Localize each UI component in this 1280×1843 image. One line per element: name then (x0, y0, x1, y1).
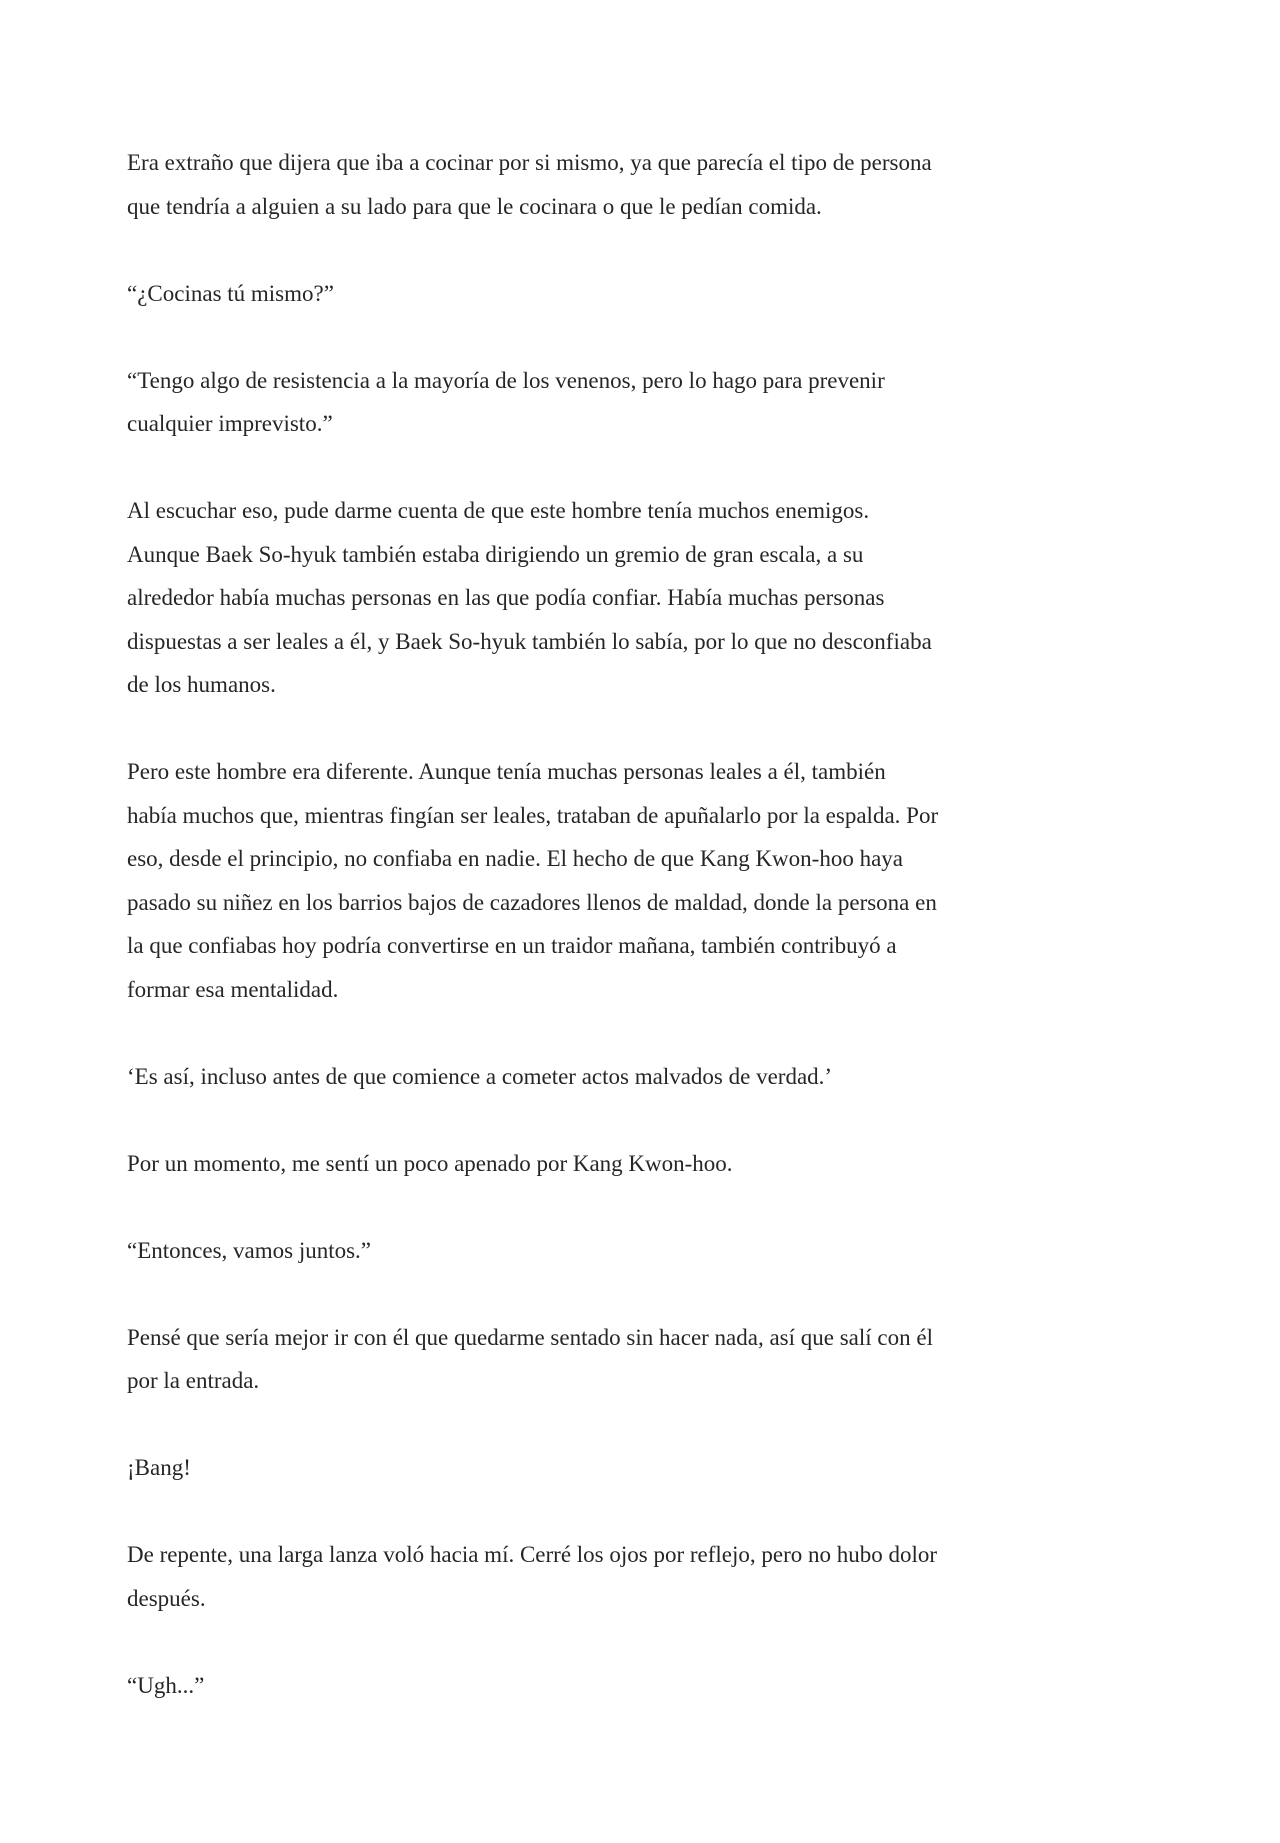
text-line: Por un momento, me sentí un poco apenado por Kang Kwon-hoo. (127, 1150, 733, 1176)
text-line: Pero este hombre era diferente. Aunque tenía muchas personas leales a él, también (127, 759, 886, 784)
text-line: “¿Cocinas tú mismo?” (127, 280, 334, 306)
text-line: pasado su niñez en los barrios bajos de cazadores llenos de maldad, donde la persona en (127, 889, 937, 915)
text-line: Aunque Baek So-hyuk también estaba dirigiendo un gremio de gran escala, a su (127, 541, 864, 567)
paragraph (127, 750, 1207, 1011)
text-line: después. (127, 1585, 206, 1611)
paragraph (127, 1664, 1207, 1708)
text-line: cualquier imprevisto.” (127, 411, 333, 436)
text-line: ¡Bang! (127, 1455, 191, 1480)
text-line: la que confiabas hoy podría convertirse en un traidor mañana, también contribuyó a (127, 933, 897, 958)
paragraph (127, 141, 1207, 228)
text-line: alrededor había muchas personas en las que podía confiar. Había muchas personas (127, 585, 885, 610)
paragraph (127, 1533, 1207, 1620)
paragraph (127, 359, 1207, 446)
paragraph (127, 1446, 1207, 1490)
text-line: dispuestas a ser leales a él, y Baek So-hyuk también lo sabía, por lo que no desconfiaba (127, 628, 932, 654)
text-line: “Tengo algo de resistencia a la mayoría de los venenos, pero lo hago para prevenir (127, 367, 885, 393)
text-line: De repente, una larga lanza voló hacia mí. Cerré los ojos por reflejo, pero no hubo dolor (127, 1542, 938, 1567)
text-line: por la entrada. (127, 1368, 260, 1393)
text-line: Pensé que sería mejor ir con él que quedarme sentado sin hacer nada, así que salí con él (127, 1324, 933, 1350)
text-line: eso, desde el principio, no confiaba en nadie. El hecho de que Kang Kwon-hoo haya (127, 846, 903, 871)
paragraph (127, 1142, 1207, 1186)
text-line: que tendría a alguien a su lado para que le cocinara o que le pedían comida. (127, 193, 822, 219)
text-line: ‘Es así, incluso antes de que comience a cometer actos malvados de verdad.’ (127, 1063, 833, 1089)
paragraph (127, 1316, 1207, 1403)
paragraph (127, 1055, 1207, 1099)
paragraph (127, 272, 1207, 316)
paragraph (127, 1229, 1207, 1273)
document-body (127, 141, 1207, 1751)
paragraph (127, 489, 1207, 707)
text-line: “Entonces, vamos juntos.” (127, 1237, 372, 1263)
text-line: Al escuchar eso, pude darme cuenta de que este hombre tenía muchos enemigos. (127, 498, 870, 523)
text-line: había muchos que, mientras fingían ser leales, trataban de apuñalarlo por la espalda. Por (127, 802, 939, 828)
text-line: de los humanos. (127, 672, 276, 697)
text-line: “Ugh...” (127, 1672, 205, 1698)
text-line: formar esa mentalidad. (127, 976, 339, 1002)
text-line: Era extraño que dijera que iba a cocinar por si mismo, ya que parecía el tipo de persona (127, 150, 932, 175)
